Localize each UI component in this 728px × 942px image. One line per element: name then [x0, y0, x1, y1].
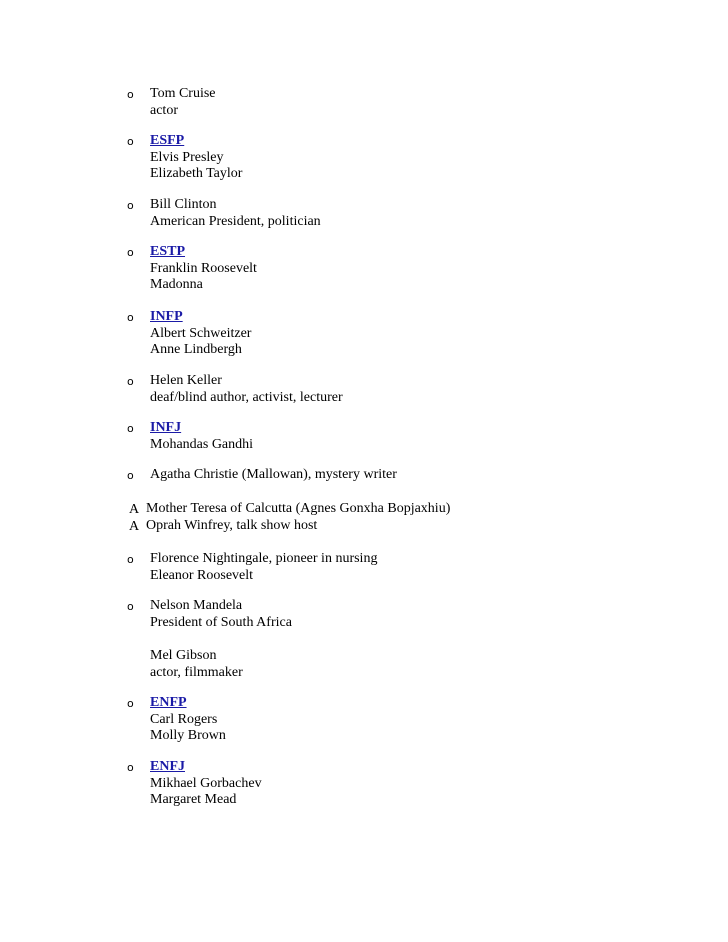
- type-link-estp[interactable]: ESTP: [150, 244, 186, 259]
- list-item-line: Molly Brown: [150, 728, 226, 744]
- list-item-line: President of South Africa: [150, 614, 292, 630]
- list-item-line: Nelson Mandela: [150, 598, 243, 613]
- list-item-line: Franklin Roosevelt: [150, 260, 257, 276]
- bullet-icon: o: [127, 375, 134, 388]
- list-item-line: Elvis Presley: [150, 149, 224, 165]
- type-link-esfp[interactable]: ESFP: [150, 133, 185, 148]
- list-item-line: Tom Cruise: [150, 86, 216, 101]
- list-item-line: Madonna: [150, 277, 203, 293]
- bullet-icon: o: [127, 600, 134, 613]
- bullet-icon: o: [127, 553, 134, 566]
- list-item-line: Albert Schweitzer: [150, 325, 252, 341]
- list-item-line: Agatha Christie (Mallowan), mystery writer: [150, 467, 397, 482]
- list-item-line: Mikhael Gorbachev: [150, 775, 262, 791]
- bullet-icon: o: [127, 199, 134, 212]
- bullet-icon: o: [127, 697, 134, 710]
- bullet-icon: o: [127, 469, 134, 482]
- list-item-line: Helen Keller: [150, 373, 222, 388]
- list-item-line: Carl Rogers: [150, 711, 218, 727]
- list-item-line: Mel Gibson: [150, 648, 217, 663]
- list-item-line: Anne Lindbergh: [150, 342, 242, 358]
- list-item-line: deaf/blind author, activist, lecturer: [150, 389, 343, 405]
- type-link-enfj[interactable]: ENFJ: [150, 759, 185, 774]
- bullet-icon: o: [127, 88, 134, 101]
- list-item-line: American President, politician: [150, 213, 321, 229]
- list-item-line: Oprah Winfrey, talk show host: [146, 518, 318, 533]
- bullet-icon: o: [127, 311, 134, 324]
- type-link-infj[interactable]: INFJ: [150, 420, 182, 435]
- bullet-icon: o: [127, 761, 134, 774]
- list-item-line: Eleanor Roosevelt: [150, 567, 254, 583]
- letter-marker: A: [129, 519, 140, 534]
- bullet-icon: o: [127, 246, 134, 259]
- type-link-infp[interactable]: INFP: [150, 309, 183, 324]
- letter-marker: A: [129, 502, 140, 517]
- list-item-line: Florence Nightingale, pioneer in nursing: [150, 551, 378, 566]
- list-item-line: actor: [150, 102, 178, 118]
- list-item-line: Margaret Mead: [150, 792, 237, 808]
- bullet-icon: o: [127, 422, 134, 435]
- list-item-line: Mother Teresa of Calcutta (Agnes Gonxha Bopjaxhiu): [146, 501, 451, 516]
- bullet-icon: o: [127, 135, 134, 148]
- list-item-line: Elizabeth Taylor: [150, 166, 243, 182]
- list-item-line: actor, filmmaker: [150, 664, 243, 680]
- type-link-enfp[interactable]: ENFP: [150, 695, 187, 710]
- list-item-line: Bill Clinton: [150, 197, 217, 212]
- list-item-line: Mohandas Gandhi: [150, 436, 254, 452]
